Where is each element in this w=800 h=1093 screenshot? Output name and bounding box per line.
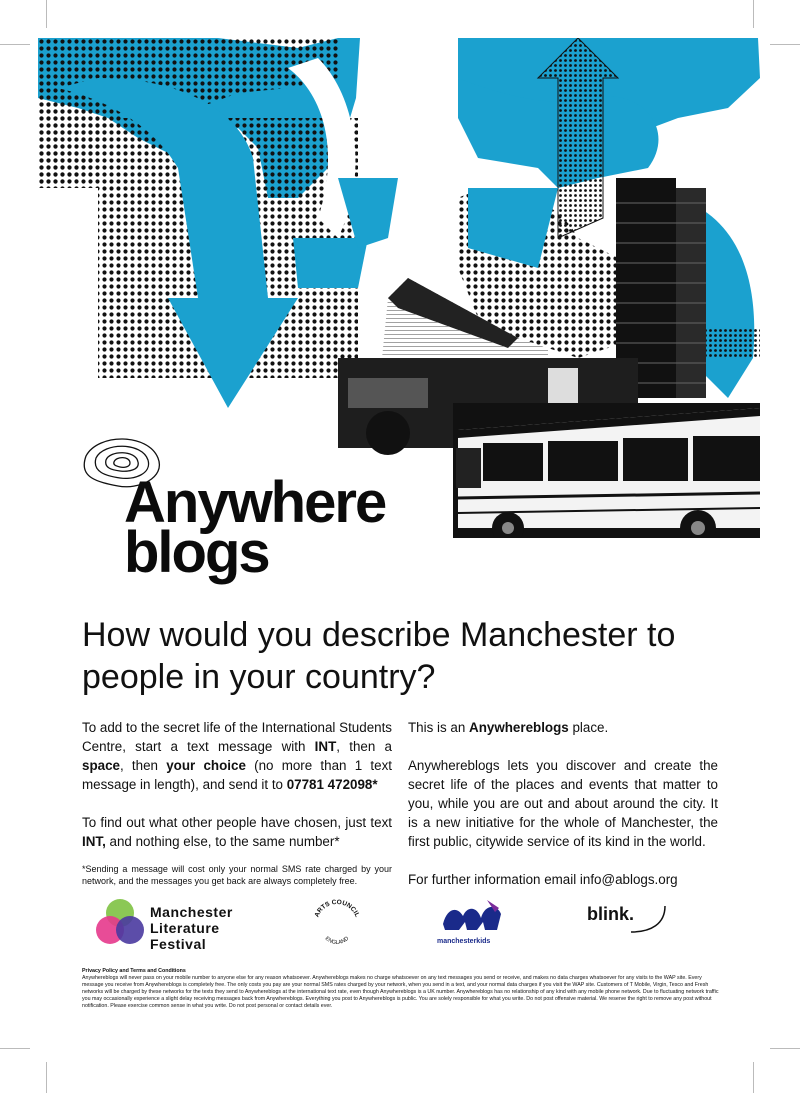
manchester-kids-logo <box>437 894 517 954</box>
page-headline: How would you describe Manchester to people in your country? <box>82 616 676 696</box>
arts-council-top-text: ARTS COUNCIL <box>313 898 361 919</box>
brand-wordmark <box>124 470 386 585</box>
arts-council-emblem-icon <box>307 894 367 954</box>
text-segment: To add to the secret life of the International Students Centre, start a text message with <box>82 720 392 754</box>
about-description: Anywhereblogs lets you discover and create the secret life of the places and events that matter to you, while you are out and about around the city. It is a new initiative for the whole of Manchester, the first public, citywide service of its kind in the world. <box>408 758 718 849</box>
sponsor-logos <box>82 890 722 960</box>
svg-text:ENGLAND <box>324 936 351 946</box>
mlf-line: Literature <box>150 920 220 936</box>
crop-mark <box>753 1062 754 1093</box>
arts-council-bottom-text: ENGLAND <box>323 935 351 947</box>
crop-mark <box>770 44 800 45</box>
crop-mark <box>46 0 47 28</box>
instructions-paragraph <box>82 813 392 851</box>
arts-council-logo <box>307 894 367 954</box>
keyword-choice: your choice <box>166 758 246 773</box>
mlf-wordmark <box>150 904 233 952</box>
brand-line-2: blogs <box>124 520 269 585</box>
brand-line-1: Anywhere <box>124 470 386 535</box>
text-segment: , then <box>119 758 167 773</box>
blink-swoosh-icon <box>587 894 677 944</box>
manchester-kids-label: manchesterkids <box>437 938 491 945</box>
crop-mark <box>0 1048 30 1049</box>
mlf-line: Manchester <box>150 904 233 920</box>
instructions-column <box>82 718 392 887</box>
text-segment: (no more than 1 text message in length), and send it to <box>82 758 392 792</box>
text-segment: This is an <box>408 720 470 735</box>
text-segment: To find out what other people have chosen, just text <box>82 815 392 830</box>
manchester-kids-mark-icon <box>437 894 517 938</box>
bus <box>453 403 760 558</box>
crop-mark <box>0 44 30 45</box>
crop-mark <box>753 0 754 28</box>
sms-number: 07781 472098* <box>286 777 378 792</box>
crop-mark <box>770 1048 800 1049</box>
about-column <box>408 718 718 889</box>
text-segment: , then a <box>336 739 392 754</box>
legal-body: Anywhereblogs will never pass on your mobile number to anyone else for any reason whatsoever. Anywhereblogs makes no charge whatsoever on any text messages you send or receive, and makes no data charges whatsoever for any visits to the WAP site. Every message you receive from Anywhereblogs is completely free. The only costs you pay are your normal SMS rates charged by your network, when you send in a text, and your normal data charges if you visit the WAP site. Customers of T Mobile, Virgin, Tesco and Fresh networks will be charged by these networks for the texts they send to Anywhereblogs at the international text rate, even though Anywhereblogs is a UK number. Anywhereblogs has no relationship of any kind with any mobile phone network. Due to fluctuating network traffic you may occasionally experience a slight delay receiving messages back from Anywhereblogs. Everything you post to Anywhereblogs is public. You are solely responsible for what you write. Do not post offensive material. We reserve the right to remove any post without notification. Please exercise common sense in what you write. Do not post personal or contact details ever. <box>82 975 719 1009</box>
crop-mark <box>46 1062 47 1093</box>
text-segment: and nothing else, to the same number* <box>105 834 340 849</box>
instructions-paragraph <box>82 718 392 794</box>
keyword-int: INT <box>314 739 337 754</box>
text-segment: place. <box>568 720 609 735</box>
about-intro <box>408 718 718 737</box>
blink-wordmark: blink. <box>587 904 635 924</box>
sms-cost-note: *Sending a message will cost only your normal SMS rate charged by your network, and the messages you get back are always completely free. <box>82 864 392 886</box>
manchester-literature-festival-logo <box>92 896 302 952</box>
brand-mention: Anywhereblogs <box>469 720 569 735</box>
mlf-line: Festival <box>150 936 207 952</box>
blink-logo <box>587 894 677 944</box>
keyword-int: INT, <box>82 834 106 849</box>
keyword-space: space <box>82 758 120 773</box>
contact-info: For further information email info@ablogs.org <box>408 872 678 887</box>
mlf-circles-icon <box>92 896 148 952</box>
legal-terms <box>82 968 722 1010</box>
svg-text:ARTS COUNCIL <box>313 899 360 918</box>
legal-title: Privacy Policy and Terms and Conditions <box>82 968 186 974</box>
